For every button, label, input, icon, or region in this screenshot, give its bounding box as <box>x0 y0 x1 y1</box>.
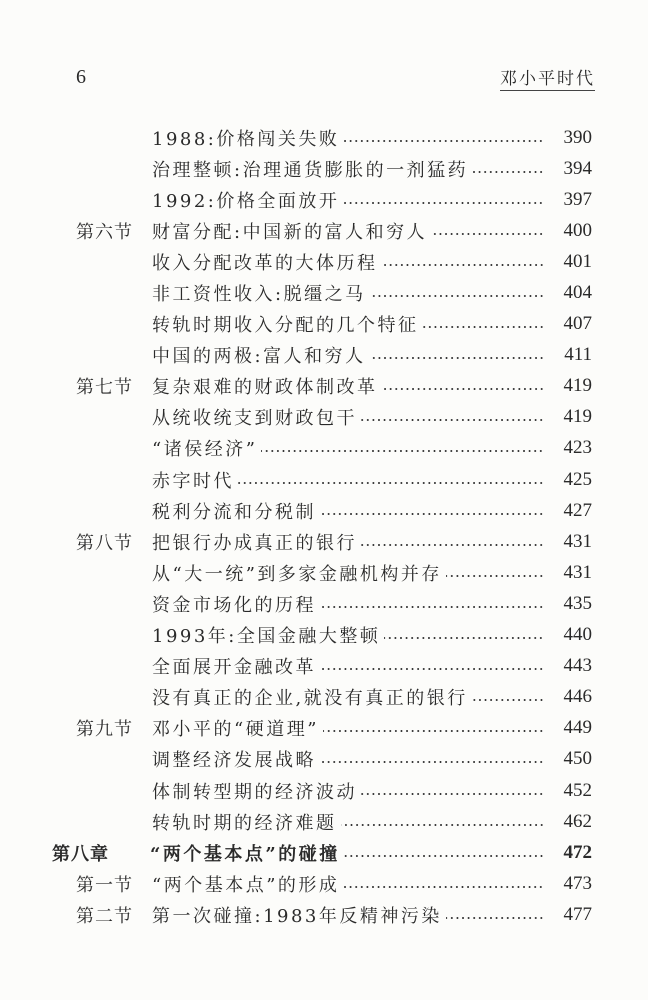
entry-label: 第八章 <box>52 843 109 865</box>
toc-entry-sub <box>0 464 648 495</box>
dot-leader <box>423 326 545 328</box>
entry-title: 转轨时期收入分配的几个特征 <box>152 315 419 337</box>
dot-leader <box>344 855 544 857</box>
dot-leader <box>361 419 544 421</box>
toc-entry-sub <box>0 588 648 619</box>
entry-title: 1992:价格全面放开 <box>152 190 340 212</box>
entry-title: 财富分配:中国新的富人和穷人 <box>152 221 428 243</box>
entry-title: 从统收统支到财政包干 <box>152 408 357 430</box>
dot-leader <box>320 513 544 515</box>
entry-page: 431 <box>563 530 592 552</box>
entry-label: 第六节 <box>76 221 133 243</box>
entry-page: 390 <box>563 126 592 148</box>
dot-leader <box>382 388 545 390</box>
entry-page: 452 <box>563 779 592 801</box>
entry-title: 没有真正的企业,就没有真正的银行 <box>152 688 468 710</box>
dot-leader <box>361 793 544 795</box>
dot-leader <box>382 264 545 266</box>
entry-title: 把银行办成真正的银行 <box>152 532 357 554</box>
toc-entry-sub <box>0 122 648 153</box>
entry-page: 449 <box>563 717 592 739</box>
toc-entry-sub <box>0 806 648 837</box>
entry-page: 397 <box>563 188 592 210</box>
dot-leader <box>320 761 544 763</box>
entry-page: 419 <box>563 406 592 428</box>
entry-page: 400 <box>563 219 592 241</box>
dot-leader <box>261 450 544 452</box>
entry-page: 404 <box>563 282 592 304</box>
toc-entry-sub <box>0 557 648 588</box>
toc-entry-section <box>0 899 648 930</box>
toc-entry-sub <box>0 277 648 308</box>
entry-page: 477 <box>563 903 592 925</box>
entry-page: 443 <box>563 655 592 677</box>
entry-label: 第二节 <box>76 905 133 927</box>
entry-title: “两个基本点”的形成 <box>152 874 340 896</box>
entry-page: 446 <box>563 686 592 708</box>
dot-leader <box>384 637 544 639</box>
toc-entry-chapter <box>0 837 648 868</box>
entry-page: 462 <box>563 810 592 832</box>
dot-leader <box>320 668 544 670</box>
toc-entry-sub <box>0 309 648 340</box>
entry-page: 427 <box>563 499 592 521</box>
dot-leader <box>320 606 544 608</box>
toc-entry-sub <box>0 153 648 184</box>
entry-title: “诸侯经济” <box>152 439 258 461</box>
entry-title: 从“大一统”到多家金融机构并存 <box>152 563 442 585</box>
dot-leader <box>370 357 544 359</box>
entry-label: 第七节 <box>76 377 133 399</box>
entry-title: 1993年:全国金融大整顿 <box>152 626 381 648</box>
dot-leader <box>361 544 544 546</box>
toc-entry-section <box>0 215 648 246</box>
dot-leader <box>343 202 544 204</box>
entry-page: 425 <box>563 468 592 490</box>
entry-page: 394 <box>563 157 592 179</box>
toc-entry-section <box>0 713 648 744</box>
entry-title: 收入分配改革的大体历程 <box>152 252 378 274</box>
entry-page: 450 <box>563 748 592 770</box>
entry-title: 治理整顿:治理通货膨胀的一剂猛药 <box>152 159 469 181</box>
dot-leader <box>431 233 544 235</box>
dot-leader <box>370 295 544 297</box>
dot-leader <box>343 140 544 142</box>
entry-page: 435 <box>563 592 592 614</box>
dot-leader <box>323 730 544 732</box>
entry-title: 转轨时期的经济难题 <box>152 812 337 834</box>
dot-leader <box>238 482 544 484</box>
dot-leader <box>472 699 544 701</box>
entry-title: 中国的两极:富人和穷人 <box>152 346 366 368</box>
toc-entry-sub <box>0 433 648 464</box>
entry-page: 423 <box>563 437 592 459</box>
dot-leader <box>341 824 545 826</box>
page-number: 6 <box>76 66 86 88</box>
dot-leader <box>446 917 544 919</box>
dot-leader <box>446 575 544 577</box>
entry-title: 体制转型期的经济波动 <box>152 781 357 803</box>
entry-title: 1988:价格闯关失败 <box>152 128 340 150</box>
toc-entry-sub <box>0 682 648 713</box>
entry-page: 440 <box>563 624 592 646</box>
dot-leader <box>472 171 544 173</box>
toc-entry-sub <box>0 744 648 775</box>
entry-title: 第一次碰撞:1983年反精神污染 <box>152 905 442 927</box>
entry-page: 431 <box>563 561 592 583</box>
entry-page: 407 <box>563 313 592 335</box>
entry-page: 419 <box>563 375 592 397</box>
entry-label: 第一节 <box>76 874 133 896</box>
entry-title: 赤字时代 <box>152 470 234 492</box>
running-title: 邓小平时代 <box>500 64 595 91</box>
toc-entry-sub <box>0 651 648 682</box>
toc-entry-sub <box>0 402 648 433</box>
table-of-contents <box>0 122 648 930</box>
entry-label: 第九节 <box>76 719 133 741</box>
entry-title: 全面展开金融改革 <box>152 657 316 679</box>
toc-entry-section <box>0 868 648 899</box>
toc-entry-sub <box>0 246 648 277</box>
entry-label: 第八节 <box>76 532 133 554</box>
entry-title: 调整经济发展战略 <box>152 750 316 772</box>
entry-title: 税利分流和分税制 <box>152 501 316 523</box>
entry-title: “两个基本点”的碰撞 <box>150 843 340 865</box>
entry-title: 非工资性收入:脱缰之马 <box>152 284 366 306</box>
entry-page: 401 <box>563 250 592 272</box>
toc-entry-sub <box>0 340 648 371</box>
toc-entry-section <box>0 526 648 557</box>
dot-leader <box>343 886 544 888</box>
entry-title: 资金市场化的历程 <box>152 594 316 616</box>
toc-entry-section <box>0 371 648 402</box>
entry-page: 473 <box>563 872 592 894</box>
entry-page: 411 <box>564 344 592 366</box>
toc-entry-sub <box>0 184 648 215</box>
toc-entry-sub <box>0 775 648 806</box>
entry-title: 邓小平的“硬道理” <box>152 719 319 741</box>
entry-title: 复杂艰难的财政体制改革 <box>152 377 378 399</box>
toc-entry-sub <box>0 495 648 526</box>
entry-page: 472 <box>563 841 592 863</box>
toc-entry-sub <box>0 620 648 651</box>
